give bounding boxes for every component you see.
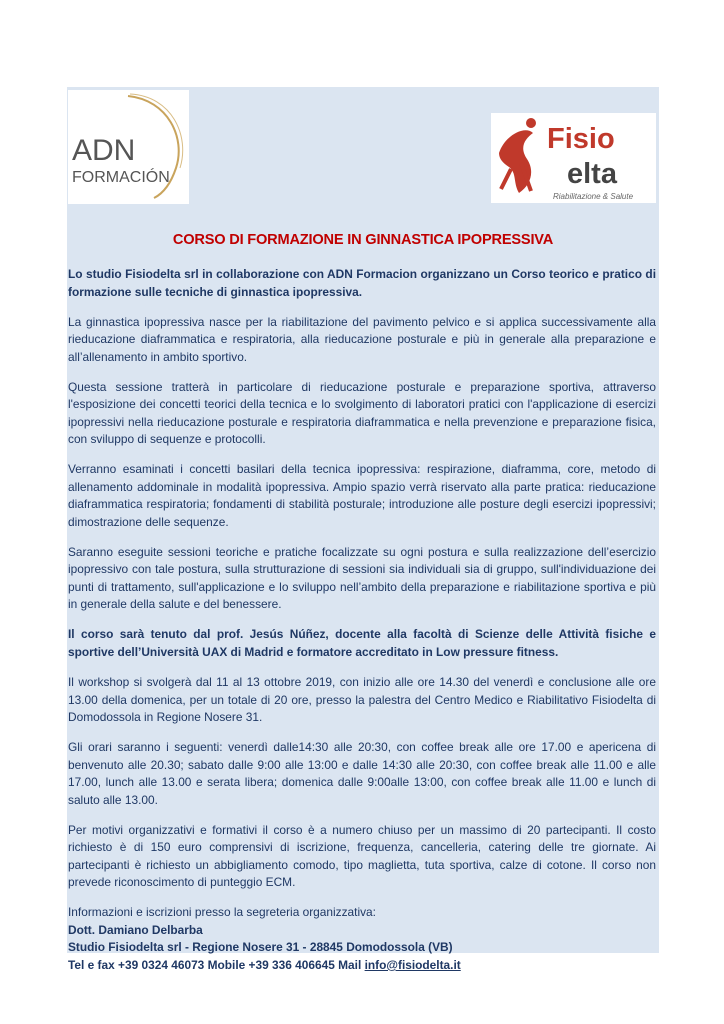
contact-phones: Tel e fax +39 0324 46073 Mobile +39 336 406645 Mail bbox=[68, 957, 365, 972]
adn-logo-line2: FORMACIÓN bbox=[72, 169, 170, 186]
paragraph-session: Questa sessione tratterà in particolare di rieducazione posturale e preparazione sportiva, attraverso l'esposizione dei concetti teorici della tecnica e lo svolgimento di laboratori pratici con l'applicazione di esercizi ipopressivi nella rieducazione posturale e respiratoria diaframmatica e nella prevenzione e preparazione fisica, con sviluppo di sequenze e protocolli. bbox=[68, 379, 656, 447]
paragraph-costs: Per motivi organizzativi e formativi il corso è a numero chiuso per un massimo di 20 partecipanti. Il costo richiesto è di 150 euro comprensivi di iscrizione, frequenza, cancelleria, catering delle tre giornate. Ai partecipanti è richiesto un abbigliamento comodo, tipo maglietta, tuta sportiva, calze di cotone. Il corso non prevede riconoscimento di punteggio ECM. bbox=[68, 822, 656, 890]
document-title: CORSO DI FORMAZIONE IN GINNASTICA IPOPRESSIVA bbox=[172, 232, 554, 248]
intro-paragraph: Lo studio Fisiodelta srl in collaborazione con ADN Formacion organizzano un Corso teorico e pratico di formazione sulle tecniche di ginnastica ipopressiva. bbox=[68, 267, 656, 299]
paragraph-sessions: Saranno eseguite sessioni teoriche e pratiche focalizzate su ogni postura e sulla realizzazione dell’esercizio ipopressivo con tale postura, sulla strutturazione di sessioni sia individuali sia di gruppo, sull'individuazione dei punti di trattamento, sull'applicazione e lo sviluppo nell’ambito della preparazione e riabilitazione sportiva e più in generale della salute e del benessere. bbox=[68, 544, 656, 612]
contact-address: Studio Fisiodelta srl - Regione Nosere 31 - 28845 Domodossola (VB) bbox=[68, 940, 453, 955]
email-link[interactable]: info@fisiodelta.it bbox=[364, 957, 461, 972]
contact-phones-line bbox=[68, 957, 656, 975]
paragraph-schedule: Gli orari saranno i seguenti: venerdì dalle14:30 alle 20:30, con coffee break alle ore 17.00 e apericena di benvenuto alle 20.30; sabato dalle 9:00 alle 13:00 e dalle 14:30 alle 20:30, con coffee break alle 11.00 e alle 17.00, lunch alle 13.00 e serata libera; domenica dalle 9:00alle 13:00, con coffee break alle 11.00 e lunch di saluto alle 13.00. bbox=[68, 740, 656, 807]
fisio-tagline: Riabilitazione & Salute bbox=[553, 192, 634, 201]
paragraph-concepts: Verranno esaminati i concetti basilari della tecnica ipopressiva: respirazione, diaframma, core, metodo di allenamento addominale in modalità ipopressiva. Ampio spazio verrà riservato alla parte pratica: rieducazione diaframmatica respiratoria; fondamenti di stabilità posturale; introduzione alle posture degli esercizi ipopressivi; dimostrazione delle sequenze. bbox=[68, 462, 656, 529]
paragraph-dates: Il workshop si svolgerà dal 11 al 13 ottobre 2019, con inizio alle ore 14.30 del venerdì e conclusione alle ore 13.00 della domenica, per un totale di 20 ore, presso la palestra del Centro Medico e Riabilitativo Fisiodelta di Domodossola in Regione Nosere 31. bbox=[68, 675, 656, 725]
paragraph-origin: La ginnastica ipopressiva nasce per la riabilitazione del pavimento pelvico e si applica successivamente alla rieducazione diaframmatica e respiratoria, alla rieducazione posturale e più in generale alla preparazione e all’allenamento in ambito sportivo. bbox=[68, 314, 656, 364]
document-body bbox=[68, 266, 656, 974]
contact-block bbox=[68, 904, 656, 974]
elta-word: elta bbox=[567, 158, 617, 190]
adn-logo-line1: ADN bbox=[72, 134, 136, 167]
contact-name: Dott. Damiano Delbarba bbox=[68, 922, 203, 937]
fisiodelta-logo bbox=[491, 113, 656, 203]
paragraph-teacher: Il corso sarà tenuto dal prof. Jesús Núñez, docente alla facoltà di Scienze delle Attività fisiche e sportive dell’Università UAX di Madrid e formatore accreditato in Low pressure fitness. bbox=[68, 627, 656, 659]
contact-intro: Informazioni e iscrizioni presso la segreteria organizzativa: bbox=[68, 905, 376, 920]
fisio-word: Fisio bbox=[547, 123, 615, 155]
adn-formacion-logo bbox=[68, 90, 189, 204]
